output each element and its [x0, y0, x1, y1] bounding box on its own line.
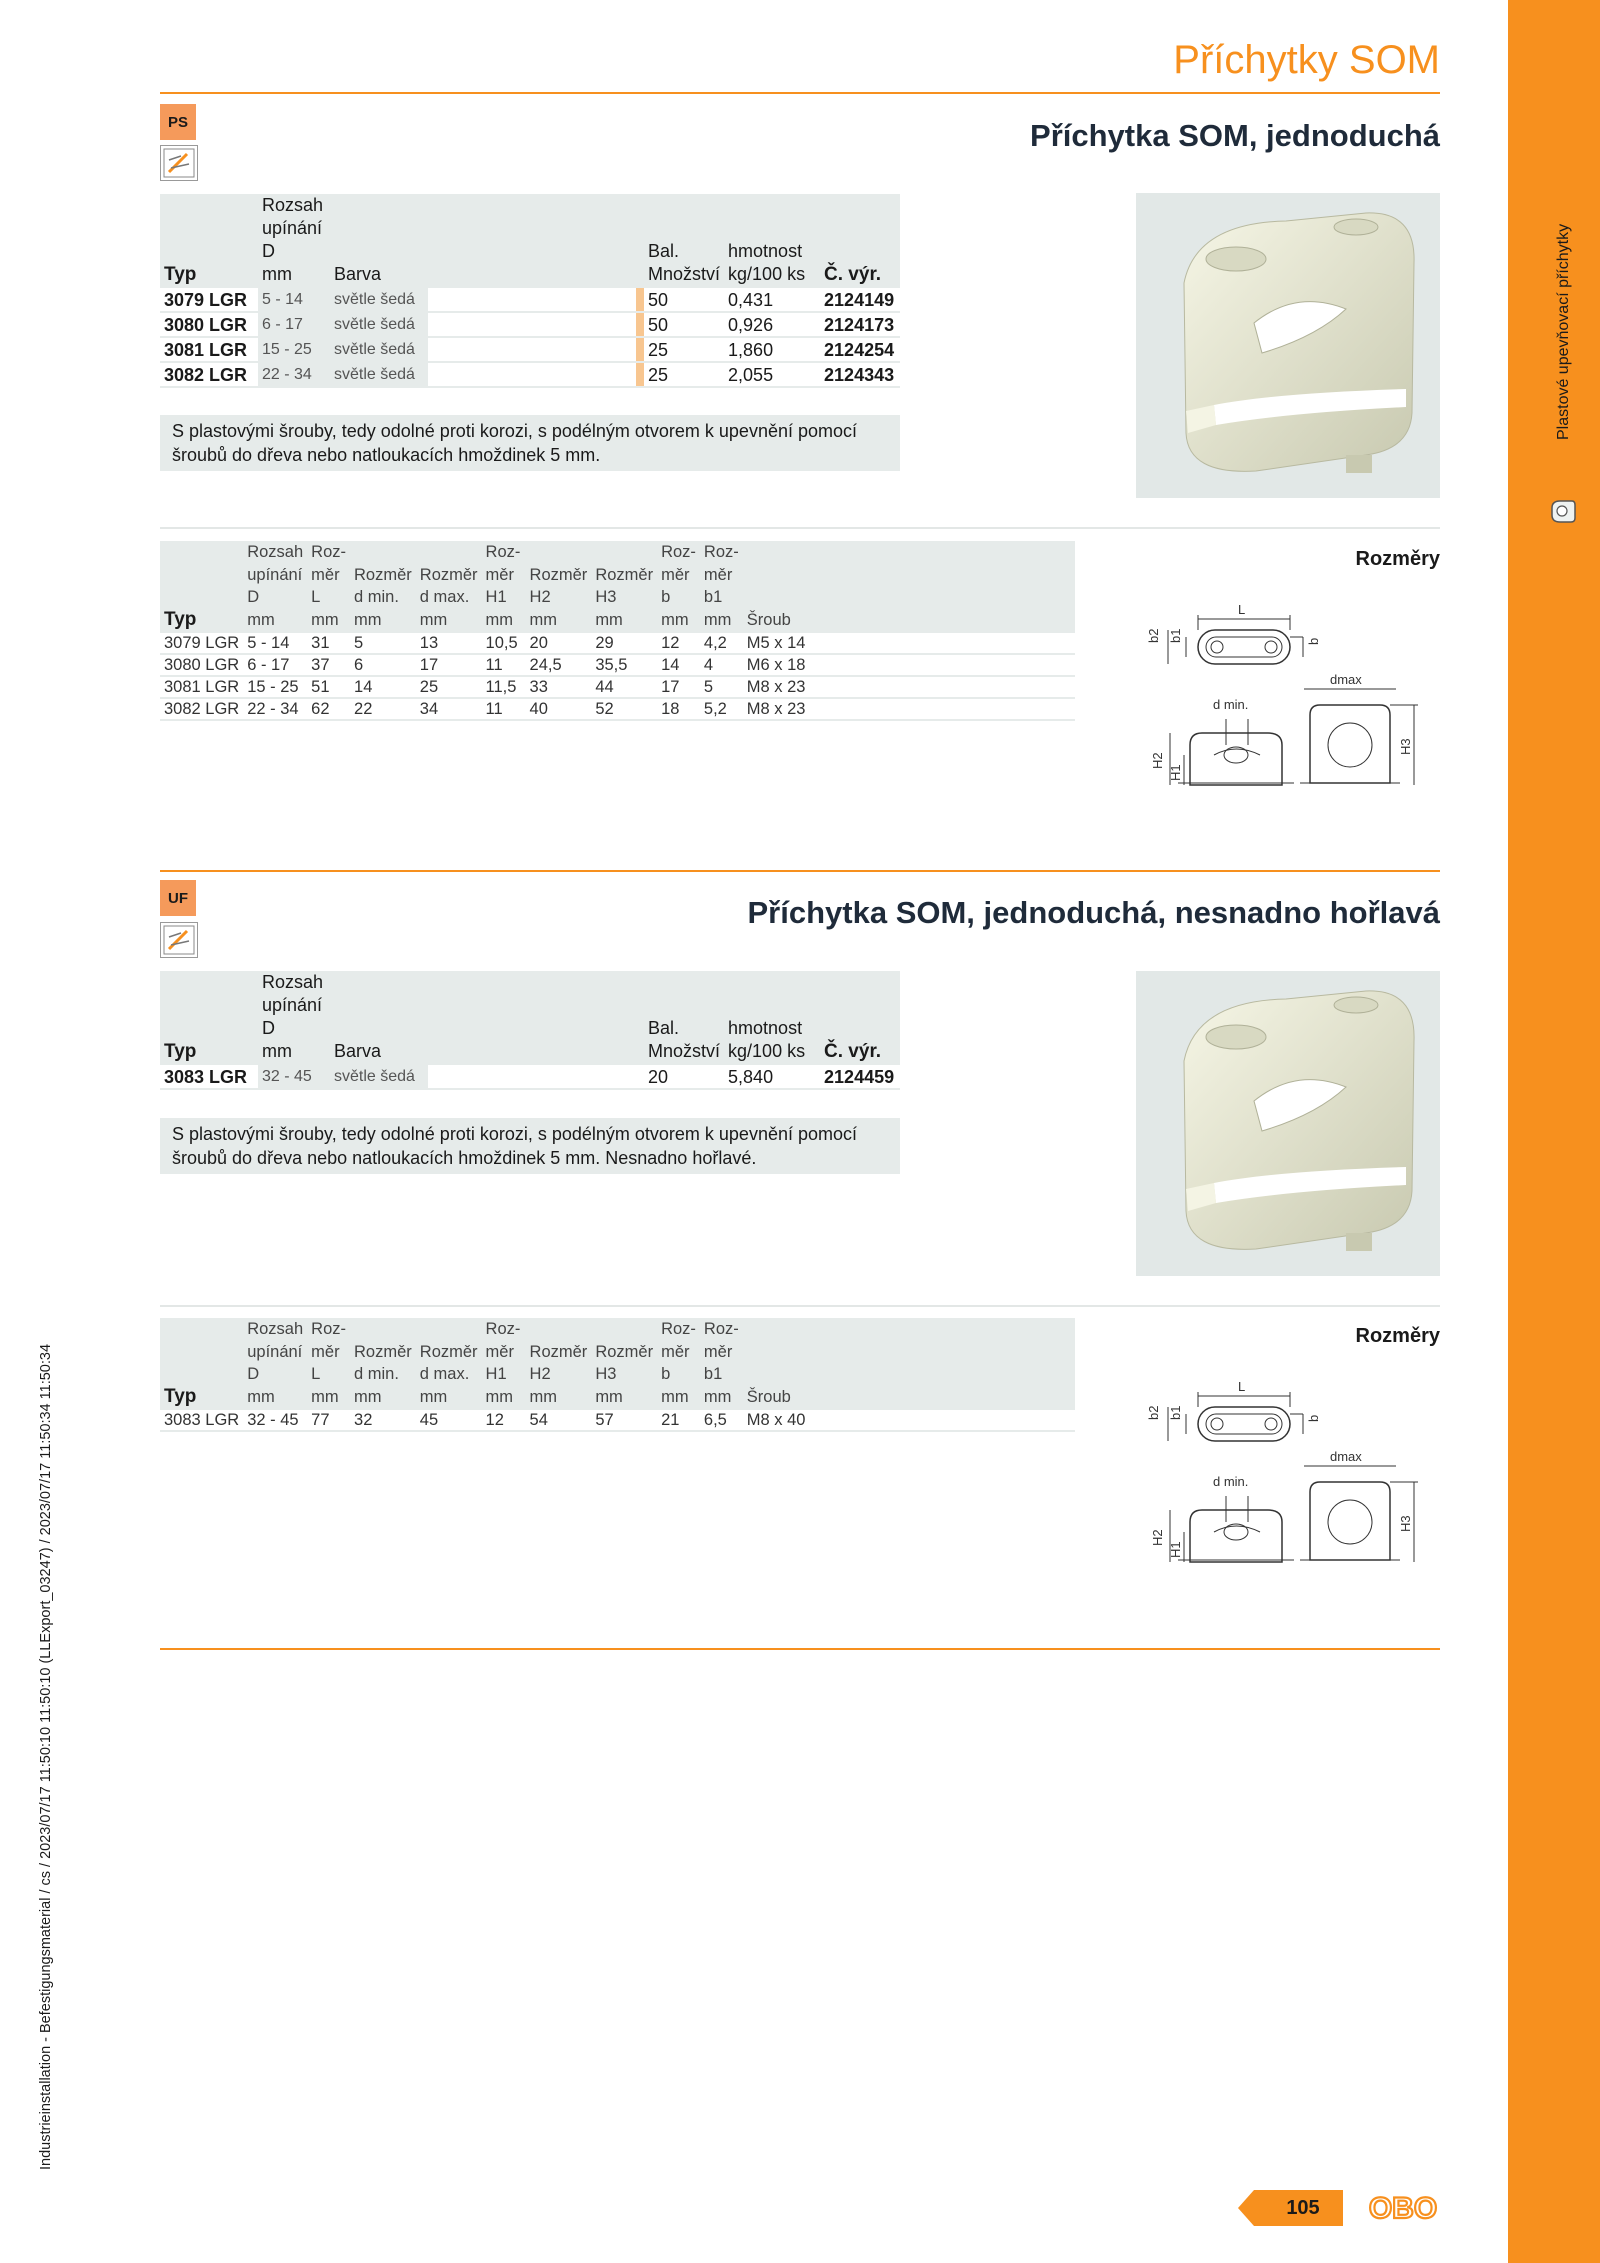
- product-note: S plastovými šrouby, tedy odolné proti korozi, s podélným otvorem k upevnění pomocí šroubů do dřeva nebo natloukacích hmoždinek 5 mm.: [160, 415, 900, 471]
- svg-text:OBO: OBO: [1368, 2192, 1438, 2224]
- table-row: 3079 LGR 5 - 14 31 5 13 10,5 20 29 12 4,2 M5 x 14: [160, 633, 1075, 654]
- col-qty: Bal. Množství: [644, 194, 724, 288]
- col-article: Č. výr.: [820, 194, 900, 288]
- section-divider: [160, 1305, 1440, 1307]
- svg-text:dmax: dmax: [1330, 1449, 1362, 1464]
- col-typ: Typ: [160, 194, 258, 288]
- page-number: 105: [1286, 2196, 1320, 2219]
- svg-text:L: L: [1238, 1379, 1246, 1394]
- side-label: Plastové upevňovací příchytky: [1555, 223, 1572, 440]
- product-table: Typ Rozsah upínání D mm Barva Bal. Množství hmotnost kg/100 ks Č. výr. 3083 LGR 32 - 45 světle šedá 20 5,840 2124459: [160, 971, 900, 1090]
- product-photo: [1136, 971, 1440, 1276]
- title-divider: [160, 92, 1440, 94]
- dimensions-table: Typ Rozsah upínání D mm Roz- měr L mm Rozměr d min. mm Rozměr d max. mm Roz- měr H1 mm Rozměr H2 mm Rozměr H3 mm Roz- měr b mm Roz- měr b1 mm Šroub 3083 LGR 32 - 45 77 32 45 12 54 57 21 6,5 M8 x 40: [160, 1318, 1075, 1432]
- product-photo: [1136, 193, 1440, 498]
- svg-text:b2: b2: [1146, 628, 1161, 643]
- section-title: Příchytka SOM, jednoduchá, nesnadno hořlavá: [747, 895, 1440, 930]
- svg-text:H3: H3: [1398, 738, 1413, 755]
- svg-text:H2: H2: [1150, 1529, 1165, 1546]
- certificate-icon: [160, 145, 198, 181]
- table-row: 3083 LGR 32 - 45 77 32 45 12 54 57 21 6,5 M8 x 40: [160, 1410, 1075, 1431]
- table-row: 3081 LGR 15 - 25 51 14 25 11,5 33 44 17 5 M8 x 23: [160, 676, 1075, 698]
- svg-text:H3: H3: [1398, 1515, 1413, 1532]
- svg-text:b1: b1: [1168, 628, 1183, 643]
- svg-text:b2: b2: [1146, 1405, 1161, 1420]
- side-bar: [1508, 0, 1600, 2263]
- col-color: Barva: [330, 194, 428, 288]
- svg-text:H1: H1: [1168, 764, 1183, 781]
- dimensions-label: Rozměry: [1355, 1325, 1440, 1347]
- obo-logo: [1365, 2192, 1441, 2224]
- table-row: 3081 LGR 15 - 25 světle šedá 25 1,860 2124254: [160, 337, 900, 362]
- svg-text:b: b: [1306, 637, 1321, 645]
- section-divider: [160, 870, 1440, 872]
- svg-text:d min.: d min.: [1213, 697, 1249, 712]
- svg-text:H2: H2: [1150, 752, 1165, 769]
- table-row: 3082 LGR 22 - 34 světle šedá 25 2,055 2124343: [160, 362, 900, 387]
- table-row: 3082 LGR 22 - 34 62 22 34 11 40 52 18 5,2 M8 x 23: [160, 698, 1075, 720]
- svg-text:dmax: dmax: [1330, 672, 1362, 687]
- col-weight: hmotnost kg/100 ks: [724, 194, 820, 288]
- table-row: 3080 LGR 6 - 17 37 6 17 11 24,5 35,5 14 4 M6 x 18: [160, 654, 1075, 676]
- badge-uf: UF: [160, 880, 196, 916]
- svg-text:L: L: [1238, 602, 1246, 617]
- clip-icon: [1548, 496, 1578, 526]
- table-row: 3083 LGR 32 - 45 světle šedá 20 5,840 2124459: [160, 1065, 900, 1089]
- svg-text:b: b: [1306, 1414, 1321, 1422]
- page-title: Příchytky SOM: [1173, 38, 1440, 82]
- dimensions-table: Typ Rozsah upínání D mm Roz- měr L mm Rozměr d min. mm Rozměr d max. mm Roz- měr H1 mm Rozměr H2 mm Rozměr H3 mm Roz- měr b mm Roz- měr b1 mm Šroub 3079 LGR 5 - 14 31 5 13 10,5 20 29 12 4,2 M5 x 14 3080 LGR 6 - 17 37 6 17 11 24,5 35,5 14 4 M6 x 18 3081 LGR 15 - 25 51 14 25 11,5 33 44 17 5 M8 x 23 3082 LGR 22 - 34 62 22 34 11 40 52 18 5,2 M8 x 23: [160, 541, 1075, 721]
- dimensions-label: Rozměry: [1355, 548, 1440, 570]
- certificate-icon: [160, 922, 198, 958]
- section-divider: [160, 527, 1440, 529]
- svg-text:b1: b1: [1168, 1405, 1183, 1420]
- dimension-drawing: [1118, 585, 1440, 825]
- product-table: [160, 194, 900, 388]
- section-title: Příchytka SOM, jednoduchá: [1030, 118, 1440, 153]
- table-row: 3080 LGR 6 - 17 světle šedá 50 0,926 2124173: [160, 312, 900, 337]
- svg-text:d min.: d min.: [1213, 1474, 1249, 1489]
- dimension-drawing: [1118, 1362, 1440, 1602]
- svg-text:H1: H1: [1168, 1541, 1183, 1558]
- badge-ps: PS: [160, 104, 196, 140]
- export-info: Industrieinstallation - Befestigungsmaterial / cs / 2023/07/17 11:50:10 11:50:10 (LLExport_03247) / 2023/07/17 11:50:34 11:50:34: [38, 1343, 54, 2170]
- product-note: S plastovými šrouby, tedy odolné proti korozi, s podélným otvorem k upevnění pomocí šroubů do dřeva nebo natloukacích hmoždinek 5 mm. Nesnadno hořlavé.: [160, 1118, 900, 1174]
- table-row: 3079 LGR 5 - 14 světle šedá 50 0,431 2124149: [160, 288, 900, 312]
- section-divider: [160, 1648, 1440, 1650]
- col-range: Rozsah upínání D mm: [258, 194, 330, 288]
